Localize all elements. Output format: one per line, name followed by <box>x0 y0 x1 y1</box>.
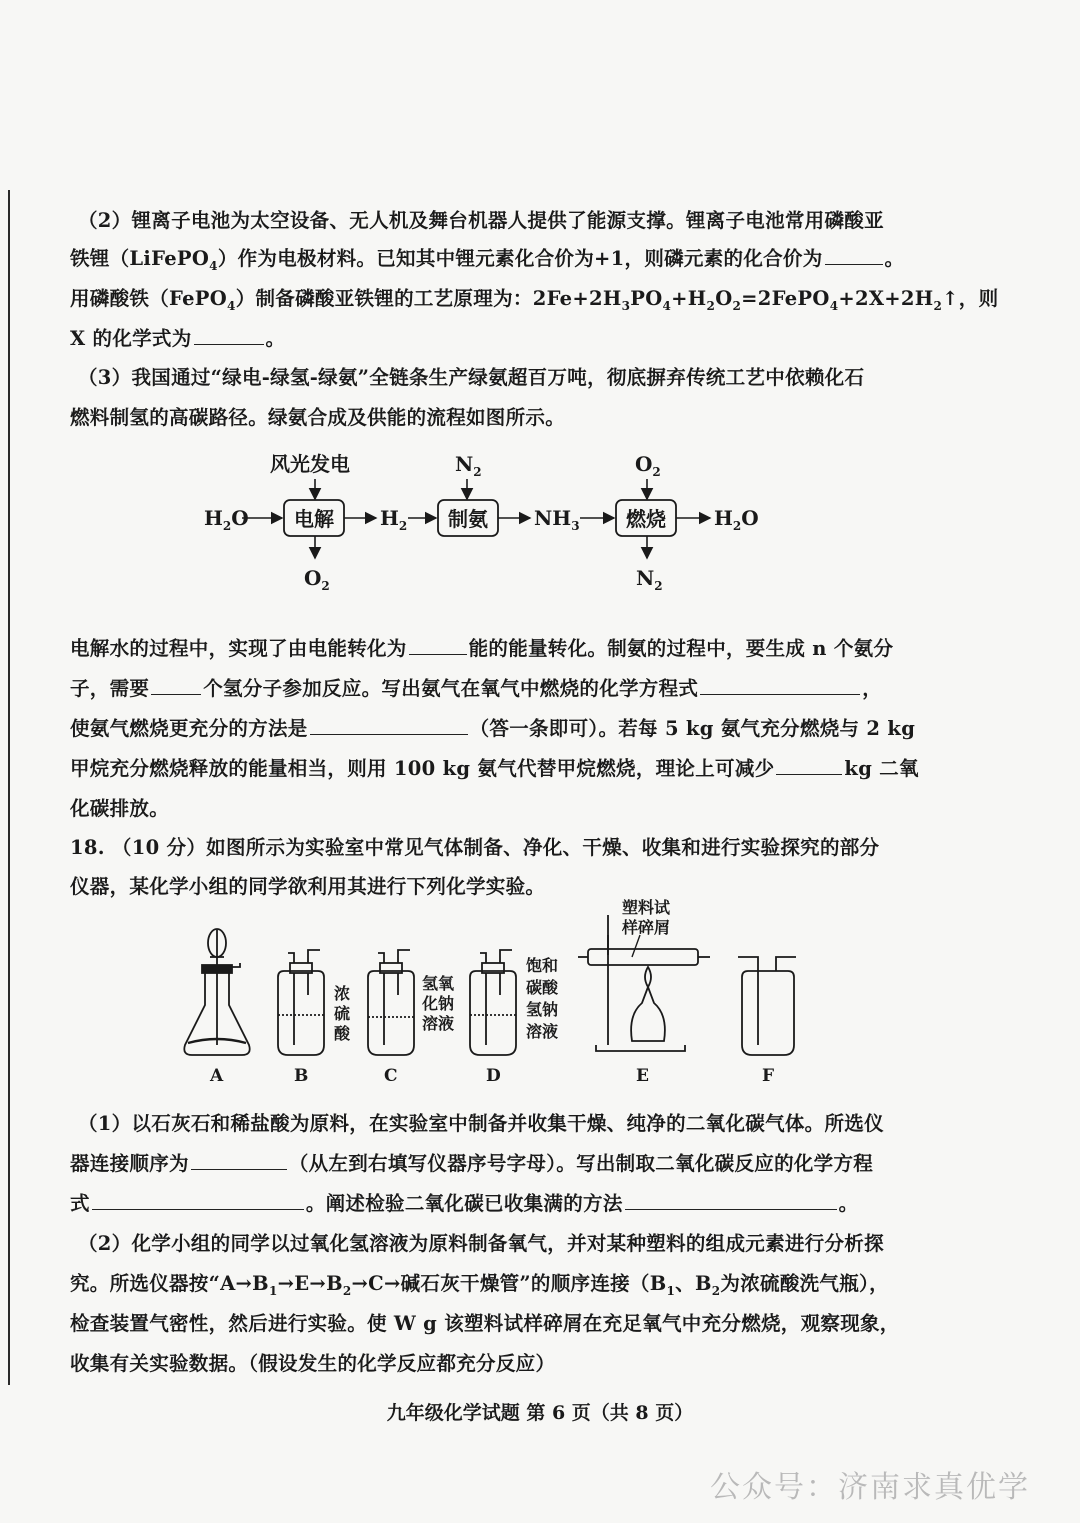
label-c: C <box>384 1066 398 1086</box>
answer-blank[interactable] <box>194 326 264 345</box>
b-reagent-2: 硫 <box>334 1004 351 1023</box>
margin-line <box>8 190 10 1385</box>
answer-blank[interactable] <box>409 636 467 655</box>
q17-part3-line1: （3）我国通过“绿电-绿氢-绿氨”全链条生产绿氨超百万吨，彻底摒弃传统工艺中依赖化石 <box>78 366 865 389</box>
b-reagent-3: 酸 <box>334 1024 351 1043</box>
answer-blank[interactable] <box>191 1151 287 1170</box>
q17-part3-q-line4: 甲烷充分燃烧释放的能量相当，则用 100 kg 氨气代替甲烷燃烧，理论上可减少 kg 二氧 <box>70 757 919 780</box>
q17-part3-q-line5: 化碳排放。 <box>70 797 170 820</box>
q18-part2-line4: 收集有关实验数据。（假设发生的化学反应都充分反应） <box>70 1352 556 1375</box>
page-footer: 九年级化学试题 第 6 页（共 8 页） <box>386 1402 694 1424</box>
q17-part3-q-line2: 子，需要 个氢分子参加反应。写出氨气在氧气中燃烧的化学方程式 ， <box>70 677 883 700</box>
flow-box-ammonia-synthesis-label: 制氨 <box>448 507 488 531</box>
label-b: B <box>294 1066 309 1086</box>
flow-output-n2: $N_2$ <box>636 566 663 593</box>
answer-blank[interactable] <box>151 676 201 695</box>
q17-part2-line3: 用磷酸铁（FePO$_4$）制备磷酸亚铁锂的工艺原理为：$2Fe+2H_3PO_4+H_2O_2=2FePO_4+2X+2H_2↑$，则 <box>70 287 999 313</box>
answer-blank[interactable] <box>825 246 883 265</box>
green-ammonia-flow-diagram <box>190 445 790 605</box>
apparatus-a <box>184 929 249 1055</box>
q18-part1-line1: （1）以石灰石和稀盐酸为原料，在实验室中制备并收集干燥、纯净的二氧化碳气体。所选仪 <box>78 1112 884 1135</box>
watermark: 公众号：济南求真优学 <box>710 1470 1030 1505</box>
b-reagent-1: 浓 <box>334 984 351 1003</box>
d-reagent-3: 氢钠 <box>526 1000 559 1019</box>
q17-part3-line2: 燃料制氢的高碳路径。绿氨合成及供能的流程如图所示。 <box>70 406 566 429</box>
q17-part3-q-line3: 使氨气燃烧更充分的方法是 （答一条即可）。若每 5 kg 氨气充分燃烧与 2 kg <box>70 717 916 740</box>
apparatus-b <box>278 950 324 1055</box>
q17-part3-q-line1: 电解水的过程中，实现了由电能转化为 能的能量转化。制氨的过程中，要生成 n 个氨分 <box>70 637 894 660</box>
flow-nh3: $NH_3$ <box>534 506 580 533</box>
flow-box-electrolysis-label: 电解 <box>294 507 334 531</box>
flow-h2o-out: $H_2O$ <box>714 506 759 533</box>
apparatus-d <box>470 950 516 1055</box>
flow-box-combustion-label: 燃烧 <box>626 507 666 531</box>
apparatus-c <box>368 950 414 1055</box>
q18-intro-line1: 18. （10 分）如图所示为实验室中常见气体制备、净化、干燥、收集和进行实验探究的部分 <box>70 836 880 859</box>
lab-apparatus-diagram <box>170 895 830 1090</box>
c-reagent-1: 氢氧 <box>422 974 455 993</box>
q18-intro-line2: 仪器，某化学小组的同学欲利用其进行下列化学实验。 <box>70 875 546 898</box>
q17-part2-line4: X 的化学式为 。 <box>70 327 286 350</box>
answer-blank[interactable] <box>310 716 468 735</box>
q17-part2-line2: 铁锂（LiFePO$_4$）作为电极材料。已知其中锂元素化合价为+1，则磷元素的化合价为 。 <box>70 247 905 273</box>
flow-output-o2: $O_2$ <box>304 566 330 593</box>
q18-part2-line2: 究。所选仪器按“$A\to B_1\to E\to B_2\to C\to$碱石灰干燥管”的顺序连接（$B_1$、$B_2$为浓硫酸洗气瓶）， <box>70 1272 889 1298</box>
c-reagent-3: 溶液 <box>422 1014 455 1033</box>
d-reagent-2: 碳酸 <box>526 978 559 997</box>
label-f: F <box>762 1066 775 1086</box>
q18-part2-line3: 检查装置气密性，然后进行实验。使 W g 该塑料试样碎屑在充足氧气中充分燃烧，观察现象， <box>70 1312 900 1335</box>
flow-input-n2: $N_2$ <box>455 452 482 479</box>
answer-blank[interactable] <box>776 756 842 775</box>
flow-h2o-in: $H_2O$ <box>204 506 249 533</box>
c-reagent-2: 化钠 <box>422 994 455 1013</box>
answer-blank[interactable] <box>700 676 860 695</box>
d-reagent-4: 溶液 <box>526 1022 559 1041</box>
label-a: A <box>210 1066 224 1086</box>
d-reagent-1: 饱和 <box>526 956 559 975</box>
apparatus-f <box>738 957 796 1055</box>
label-e: E <box>636 1066 649 1086</box>
flow-input-o2: $O_2$ <box>635 452 661 479</box>
q18-part1-line3: 式 。阐述检验二氧化碳已收集满的方法 。 <box>70 1192 859 1215</box>
q17-part2-line1: （2）锂离子电池为太空设备、无人机及舞台机器人提供了能源支撑。锂离子电池常用磷酸亚 <box>78 209 884 232</box>
label-d: D <box>486 1066 501 1086</box>
q18-part1-line2: 器连接顺序为 （从左到右填写仪器序号字母）。写出制取二氧化碳反应的化学方程 <box>70 1152 874 1175</box>
answer-blank[interactable] <box>92 1191 304 1210</box>
e-sample-2: 样碎屑 <box>622 918 671 937</box>
e-sample-1: 塑料试 <box>622 898 671 917</box>
flow-input-wind-solar: 风光发电 <box>270 452 350 476</box>
answer-blank[interactable] <box>625 1191 837 1210</box>
q18-part2-line1: （2）化学小组的同学以过氧化氢溶液为原料制备氧气，并对某种塑料的组成元素进行分析探 <box>78 1232 884 1255</box>
flow-h2: $H_2$ <box>380 506 408 533</box>
